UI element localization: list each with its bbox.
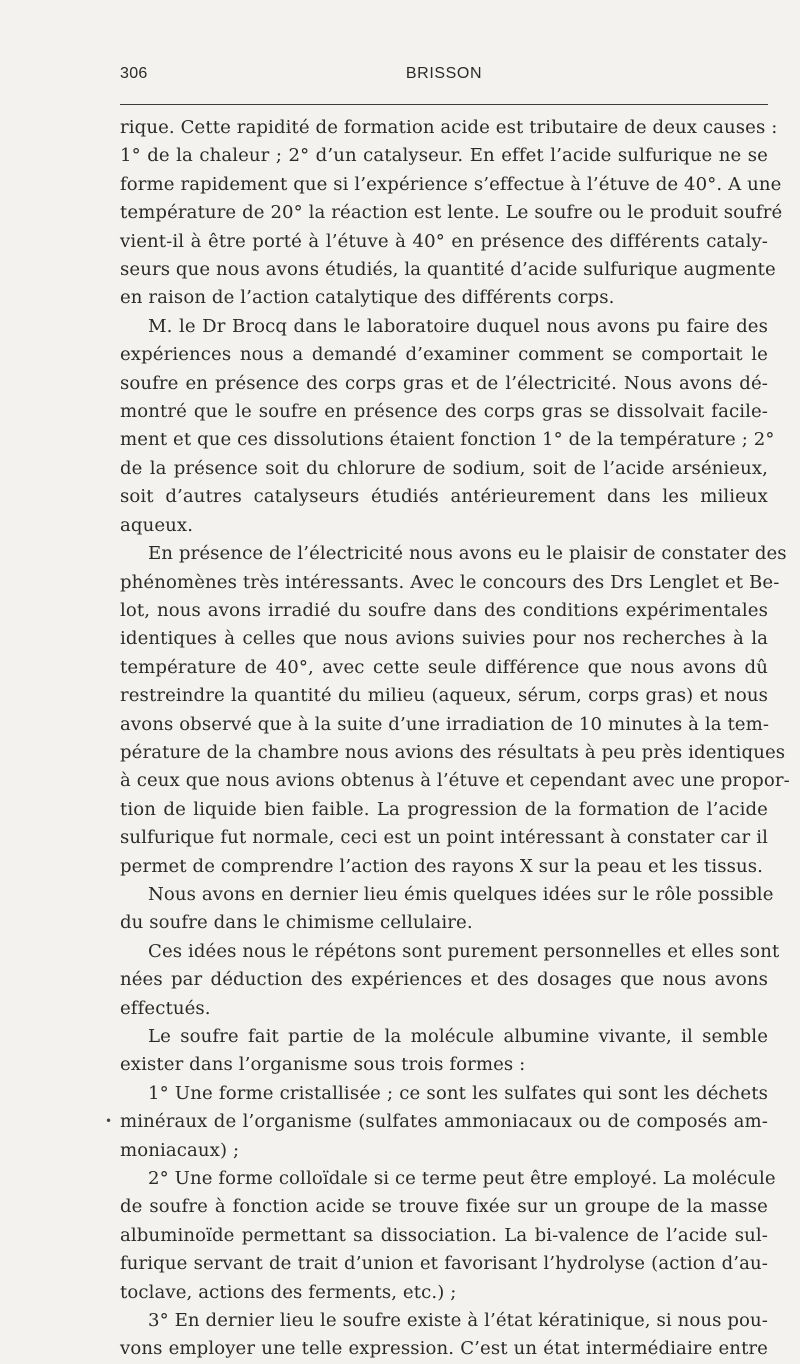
text-line: soit d’autres catalyseurs étudiés antérieurement dans les milieux xyxy=(120,486,768,508)
text-line: Le soufre fait partie de la molécule albumine vivante, il semble xyxy=(148,1026,768,1047)
text-line: montré que le soufre en présence des corps gras se dissolvait facile- xyxy=(120,401,768,423)
text-line: 1° Une forme cristallisée ; ce sont les sulfates qui sont les déchets xyxy=(148,1082,768,1104)
page-header xyxy=(120,64,768,105)
text-line: restreindre la quantité du milieu (aqueux, sérum, corps gras) et nous xyxy=(120,685,768,707)
text-line: sulfurique fut normale, ceci est un point intéressant à constater car il xyxy=(120,827,768,849)
text-line: M. le Dr Brocq dans le laboratoire duquel nous avons pu faire des xyxy=(148,315,768,337)
text-line: lot, nous avons irradié du soufre dans des conditions expérimentales xyxy=(120,599,768,621)
text-line: de soufre à fonction acide se trouve fixée sur un groupe de la masse xyxy=(120,1196,768,1218)
text-line: ment et que ces dissolutions étaient fonction 1° de la température ; 2° xyxy=(120,429,775,451)
text-line: 1° de la chaleur ; 2° d’un catalyseur. En effet l’acide sulfurique ne se xyxy=(120,145,768,167)
body-text xyxy=(120,114,790,1360)
text-line: Nous avons en dernier lieu émis quelques idées sur le rôle possible xyxy=(148,883,774,905)
text-line: En présence de l’électricité nous avons eu le plaisir de constater des xyxy=(148,543,787,565)
text-line: effectués. xyxy=(120,997,211,1019)
margin-dot: • xyxy=(105,1114,113,1128)
text-line: permet de comprendre l’action des rayons X sur la peau et les tissus. xyxy=(120,855,763,877)
text-line: aqueux. xyxy=(120,514,194,536)
text-line: moniacaux) ; xyxy=(120,1139,240,1161)
text-line: 2° Une forme colloïdale si ce terme peut être employé. La molécule xyxy=(148,1168,776,1190)
text-line: rique. Cette rapidité de formation acide est tributaire de deux causes : xyxy=(120,117,778,138)
text-line: albuminoïde permettant sa dissociation. La bi-valence de l’acide sul- xyxy=(120,1224,768,1246)
text-line: minéraux de l’organisme (sulfates ammoniacaux ou de composés am- xyxy=(120,1111,768,1133)
text-line: furique servant de trait d’union et favorisant l’hydrolyse (action d’au- xyxy=(120,1253,768,1275)
text-line: tion de liquide bien faible. La progression de la formation de l’acide xyxy=(120,798,768,820)
text-line: pérature de la chambre nous avions des résultats à peu près identiques xyxy=(120,741,786,763)
text-line: soufre en présence des corps gras et de l’électricité. Nous avons dé- xyxy=(120,372,768,394)
text-line: avons observé que à la suite d’une irradiation de 10 minutes à la tem- xyxy=(120,713,770,735)
text-line: nées par déduction des expériences et des dosages que nous avons xyxy=(120,969,768,991)
page-number: 306 xyxy=(120,65,148,82)
text-line: forme rapidement que si l’expérience s’effectue à l’étuve de 40°. A une xyxy=(120,173,782,195)
text-line: vons employer une telle expression. C’est un état intermédiaire entre xyxy=(120,1338,768,1360)
text-line: vient-il à être porté à l’étuve à 40° en présence des différents cataly- xyxy=(120,230,768,252)
text-line: phénomènes très intéressants. Avec le concours des Drs Lenglet et Be- xyxy=(120,571,780,593)
running-head: BRISSON xyxy=(405,65,483,82)
text-line: en raison de l’action catalytique des différents corps. xyxy=(120,287,615,309)
text-line: Ces idées nous le répétons sont purement personnelles et elles sont xyxy=(148,940,780,962)
text-line: température de 20° la réaction est lente. Le soufre ou le produit soufré xyxy=(120,202,783,224)
text-line: de la présence soit du chlorure de sodium, soit de l’acide arsénieux, xyxy=(120,457,768,479)
text-line: température de 40°, avec cette seule différence que nous avons dû xyxy=(120,656,768,678)
text-line: identiques à celles que nous avions suivies pour nos recherches à la xyxy=(120,628,768,650)
text-line: toclave, actions des ferments, etc.) ; xyxy=(120,1281,457,1303)
text-line: à ceux que nous avions obtenus à l’étuve et cependant avec une propor- xyxy=(120,770,790,792)
text-line: expériences nous a demandé d’examiner comment se comportait le xyxy=(120,344,768,366)
text-line: seurs que nous avons étudiés, la quantité d’acide sulfurique augmente xyxy=(120,259,776,281)
text-line: 3° En dernier lieu le soufre existe à l’état kératinique, si nous pou- xyxy=(148,1310,768,1332)
text-line: exister dans l’organisme sous trois formes : xyxy=(120,1054,526,1076)
text-line: du soufre dans le chimisme cellulaire. xyxy=(120,912,473,934)
